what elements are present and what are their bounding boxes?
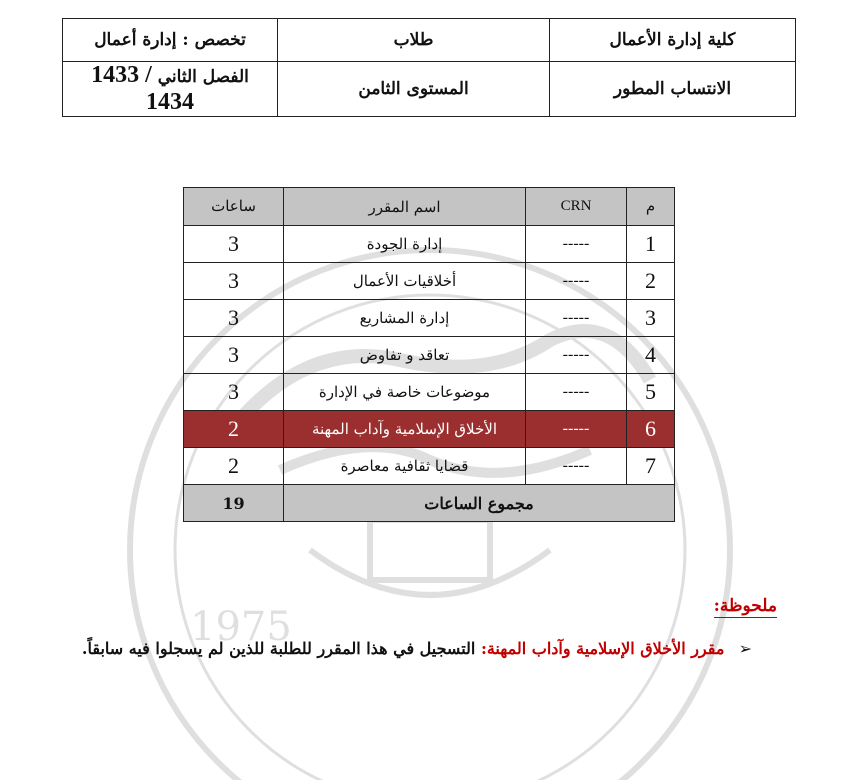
students-label: طلاب: [278, 19, 550, 62]
column-header-crn: CRN: [526, 188, 627, 226]
column-header-number: م: [627, 188, 675, 226]
table-row: [184, 337, 675, 374]
academic-years: 1433 / 1434: [91, 62, 195, 115]
course-number: 7: [627, 448, 675, 485]
course-hours: 3: [184, 263, 284, 300]
course-name: قضايا ثقافية معاصرة: [284, 448, 526, 485]
semester-cell: [63, 62, 278, 117]
course-hours: 3: [184, 337, 284, 374]
table-row-highlighted: [184, 411, 675, 448]
courses-header-row: [184, 188, 675, 226]
note-course-reference: مقرر الأخلاق الإسلامية وآداب المهنة:: [480, 639, 725, 658]
note-body: [72, 630, 752, 668]
total-hours-value: 19: [184, 485, 284, 522]
course-hours: 3: [184, 374, 284, 411]
course-name: تعاقد و تفاوض: [284, 337, 526, 374]
course-number: 4: [627, 337, 675, 374]
total-row: [184, 485, 675, 522]
table-row: [184, 300, 675, 337]
course-crn: -----: [526, 411, 627, 448]
course-hours: 3: [184, 226, 284, 263]
course-name: الأخلاق الإسلامية وآداب المهنة: [284, 411, 526, 448]
column-header-name: اسم المقرر: [284, 188, 526, 226]
course-hours: 2: [184, 448, 284, 485]
watermark-year: 1975: [190, 604, 292, 650]
note-text: التسجيل في هذا المقرر للطلبة للذين لم يسجلوا فيه سابقاً.: [81, 639, 476, 658]
note-title: ملحوظة:: [713, 596, 777, 616]
course-number: 6: [627, 411, 675, 448]
table-row: [184, 374, 675, 411]
course-crn: -----: [526, 337, 627, 374]
course-name: إدارة المشاريع: [284, 300, 526, 337]
course-crn: -----: [526, 300, 627, 337]
course-number: 1: [627, 226, 675, 263]
total-hours-label: مجموع الساعات: [284, 485, 675, 522]
courses-table: [183, 187, 675, 522]
table-row: [184, 226, 675, 263]
course-crn: -----: [526, 374, 627, 411]
level-label: المستوى الثامن: [278, 62, 550, 117]
bullet-arrow-icon: ➢: [738, 639, 752, 658]
header-table: [62, 18, 796, 117]
specialization: تخصص : إدارة أعمال: [63, 19, 278, 62]
semester-label: الفصل الثاني: [157, 67, 249, 87]
college-name: كلية إدارة الأعمال: [549, 19, 795, 62]
column-header-hours: ساعات: [184, 188, 284, 226]
course-hours: 2: [184, 411, 284, 448]
course-name: إدارة الجودة: [284, 226, 526, 263]
course-name: موضوعات خاصة في الإدارة: [284, 374, 526, 411]
course-number: 3: [627, 300, 675, 337]
course-number: 5: [627, 374, 675, 411]
course-hours: 3: [184, 300, 284, 337]
program-name: الانتساب المطور: [549, 62, 795, 117]
course-crn: -----: [526, 448, 627, 485]
course-crn: -----: [526, 263, 627, 300]
course-crn: -----: [526, 226, 627, 263]
table-row: [184, 263, 675, 300]
course-number: 2: [627, 263, 675, 300]
table-row: [184, 448, 675, 485]
course-name: أخلاقيات الأعمال: [284, 263, 526, 300]
